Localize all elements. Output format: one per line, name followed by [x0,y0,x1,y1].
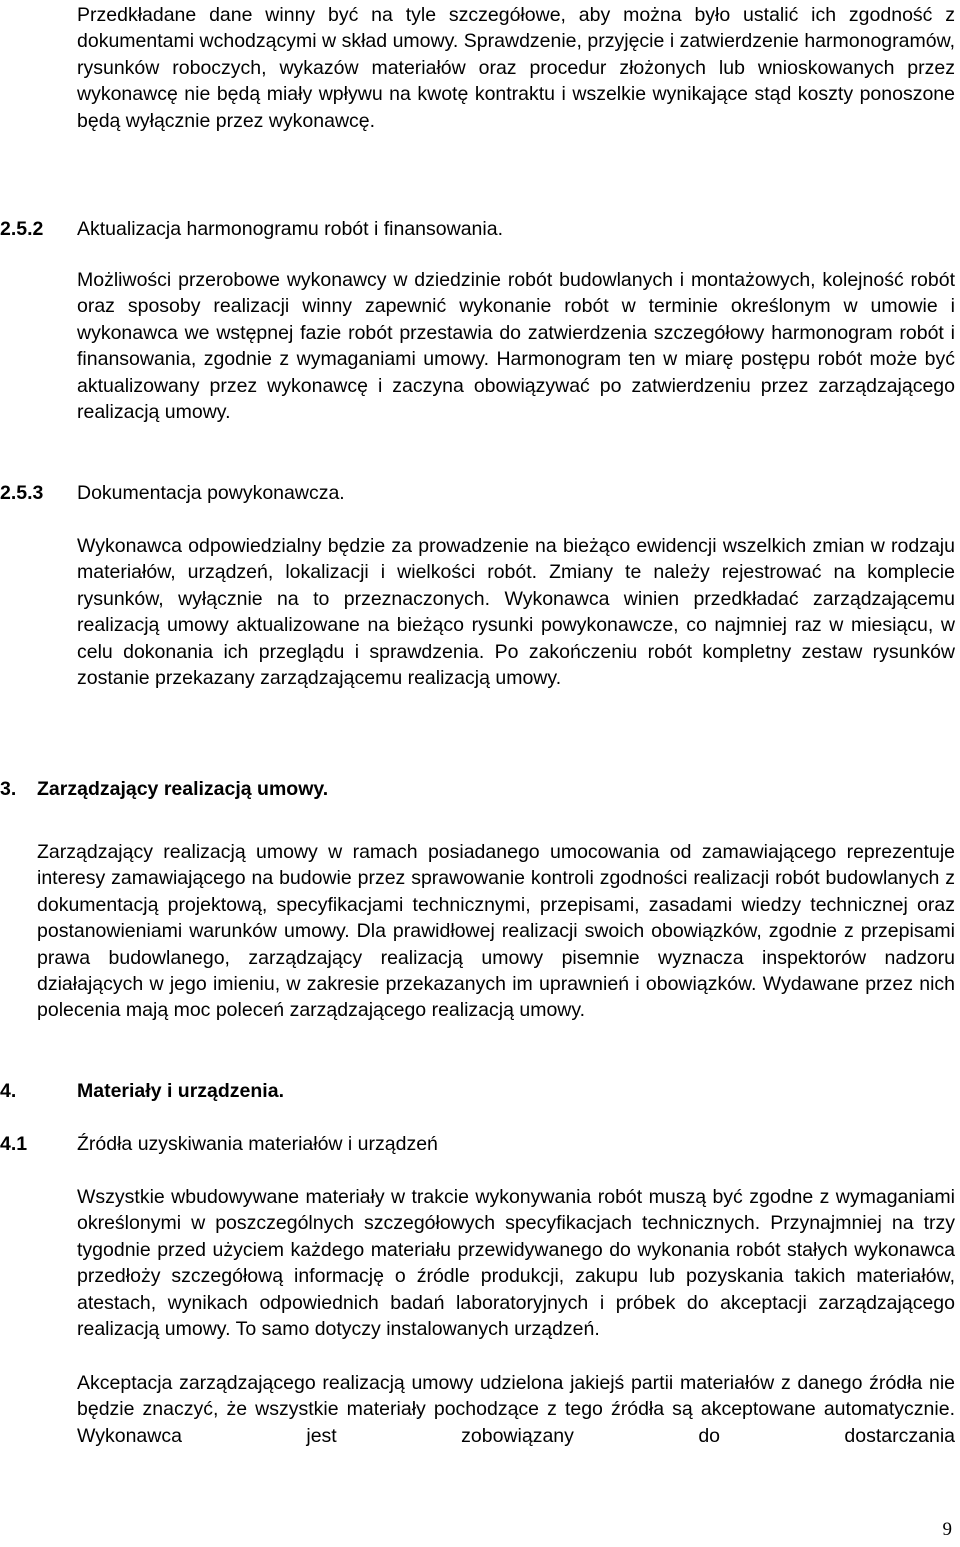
section-2-5-3-paragraph: Wykonawca odpowiedzialny będzie za prowadzenie na bieżąco ewidencji wszelkich zmian w rodzaju materiałów, urządzeń, lokalizacji i wielkości robót. Zmiany te należy rejestrować na komplecie rysunków, wyłącznie na to przeznaczonych. Wykonawca winien przedkładać zarządzającemu realizacją umowy aktualizowane na bieżąco rysunki powykonawcze, co najmniej raz w miesiącu, w celu dokonania ich przeglądu i sprawdzenia. Po zakończeniu robót kompletny zestaw rysunków zostanie przekazany zarządzającemu realizacją umowy. [77,535,955,690]
section-title: Źródła uzyskiwania materiałów i urządzeń [77,1133,438,1155]
section-2-5-2-paragraph: Możliwości przerobowe wykonawcy w dziedzinie robót budowlanych i montażowych, kolejność robót oraz sposoby realizacji winny zapewnić wykonanie robót w terminie określonym w umowie i wykonawca we wstępnej fazie robót przestawia do zatwierdzenia szczegółowy harmonogram robót i finansowania, zgodnie z wymaganiami umowy. Harmonogram ten w miarę postępu robót może być aktualizowany przez wykonawcę i zaczyna obowiązywać po zatwierdzeniu przez zarządzającego realizacją umowy. [77,269,955,424]
section-number: 4.1 [0,1133,28,1155]
section-number: 3. [0,778,17,800]
section-title: Zarządzający realizacją umowy. [37,778,329,800]
section-4-1-paragraph-1: Wszystkie wbudowywane materiały w trakcie wykonywania robót muszą być zgodne z wymaganiami określonymi w poszczególnych szczegółowych specyfikacjach technicznych. Przynajmniej na trzy tygodnie przed użyciem każdego materiału przewidywanego do wykonania robót stałych wykonawca przedłoży szczegółową informację o źródle produkcji, zakupu lub pozyskania takich materiałów, atestach, wynikach odpowiednich badań laboratoryjnych i próbek do akceptacji zarządzającego realizacją umowy. To samo dotyczy instalowanych urządzeń. [77,1186,955,1341]
section-4-1-paragraph-2: Akceptacja zarządzającego realizacją umowy udzielona jakiejś partii materiałów z danego źródła nie będzie znaczyć, że wszystkie materiały pochodzące z tego źródła są akceptowane automatycznie. Wykonawca jest zobowiązany do dostarczania [77,1372,955,1447]
section-3-heading [0,776,328,802]
section-title: Aktualizacja harmonogramu robót i finansowania. [77,218,503,240]
section-number: 2.5.2 [0,218,44,240]
section-title: Materiały i urządzenia. [77,1080,284,1102]
section-4-heading [0,1078,284,1104]
section-2-5-3-heading [0,480,345,506]
section-3-paragraph: Zarządzający realizacją umowy w ramach posiadanego umocowania od zamawiającego reprezentuje interesy zamawiającego na budowie przez sprawowanie kontroli zgodności realizacji robót budowlanych z dokumentacją projektową, specyfikacjami technicznymi, przepisami, zasadami wiedzy technicznej oraz postanowieniami warunków umowy. Dla prawidłowej realizacji swoich obowiązków, zgodnie z przepisami prawa budowlanego, zarządzający realizacją umowy pisemnie wyznacza inspektorów nadzoru działających w jego imieniu, w zakresie przekazanych im uprawnień i obowiązków. Wydawane przez nich polecenia mają moc poleceń zarządzającego realizacją umowy. [37,841,955,1022]
page-number: 9 [942,1519,952,1540]
section-2-5-2-heading [0,216,503,242]
section-4-1-heading [0,1131,438,1157]
section-number: 4. [0,1080,17,1102]
intro-paragraph: Przedkładane dane winny być na tyle szczegółowe, aby można było ustalić ich zgodność z dokumentami wchodzącymi w skład umowy. Sprawdzenie, przyjęcie i zatwierdzenie harmonogramów, rysunków roboczych, wykazów materiałów oraz procedur złożonych lub wnioskowanych przez wykonawcę nie będą miały wpływu na kwotę kontraktu i wszelkie wynikające stąd koszty ponoszone będą wyłącznie przez wykonawcę. [77,4,955,132]
section-number: 2.5.3 [0,482,44,504]
section-title: Dokumentacja powykonawcza. [77,482,345,504]
